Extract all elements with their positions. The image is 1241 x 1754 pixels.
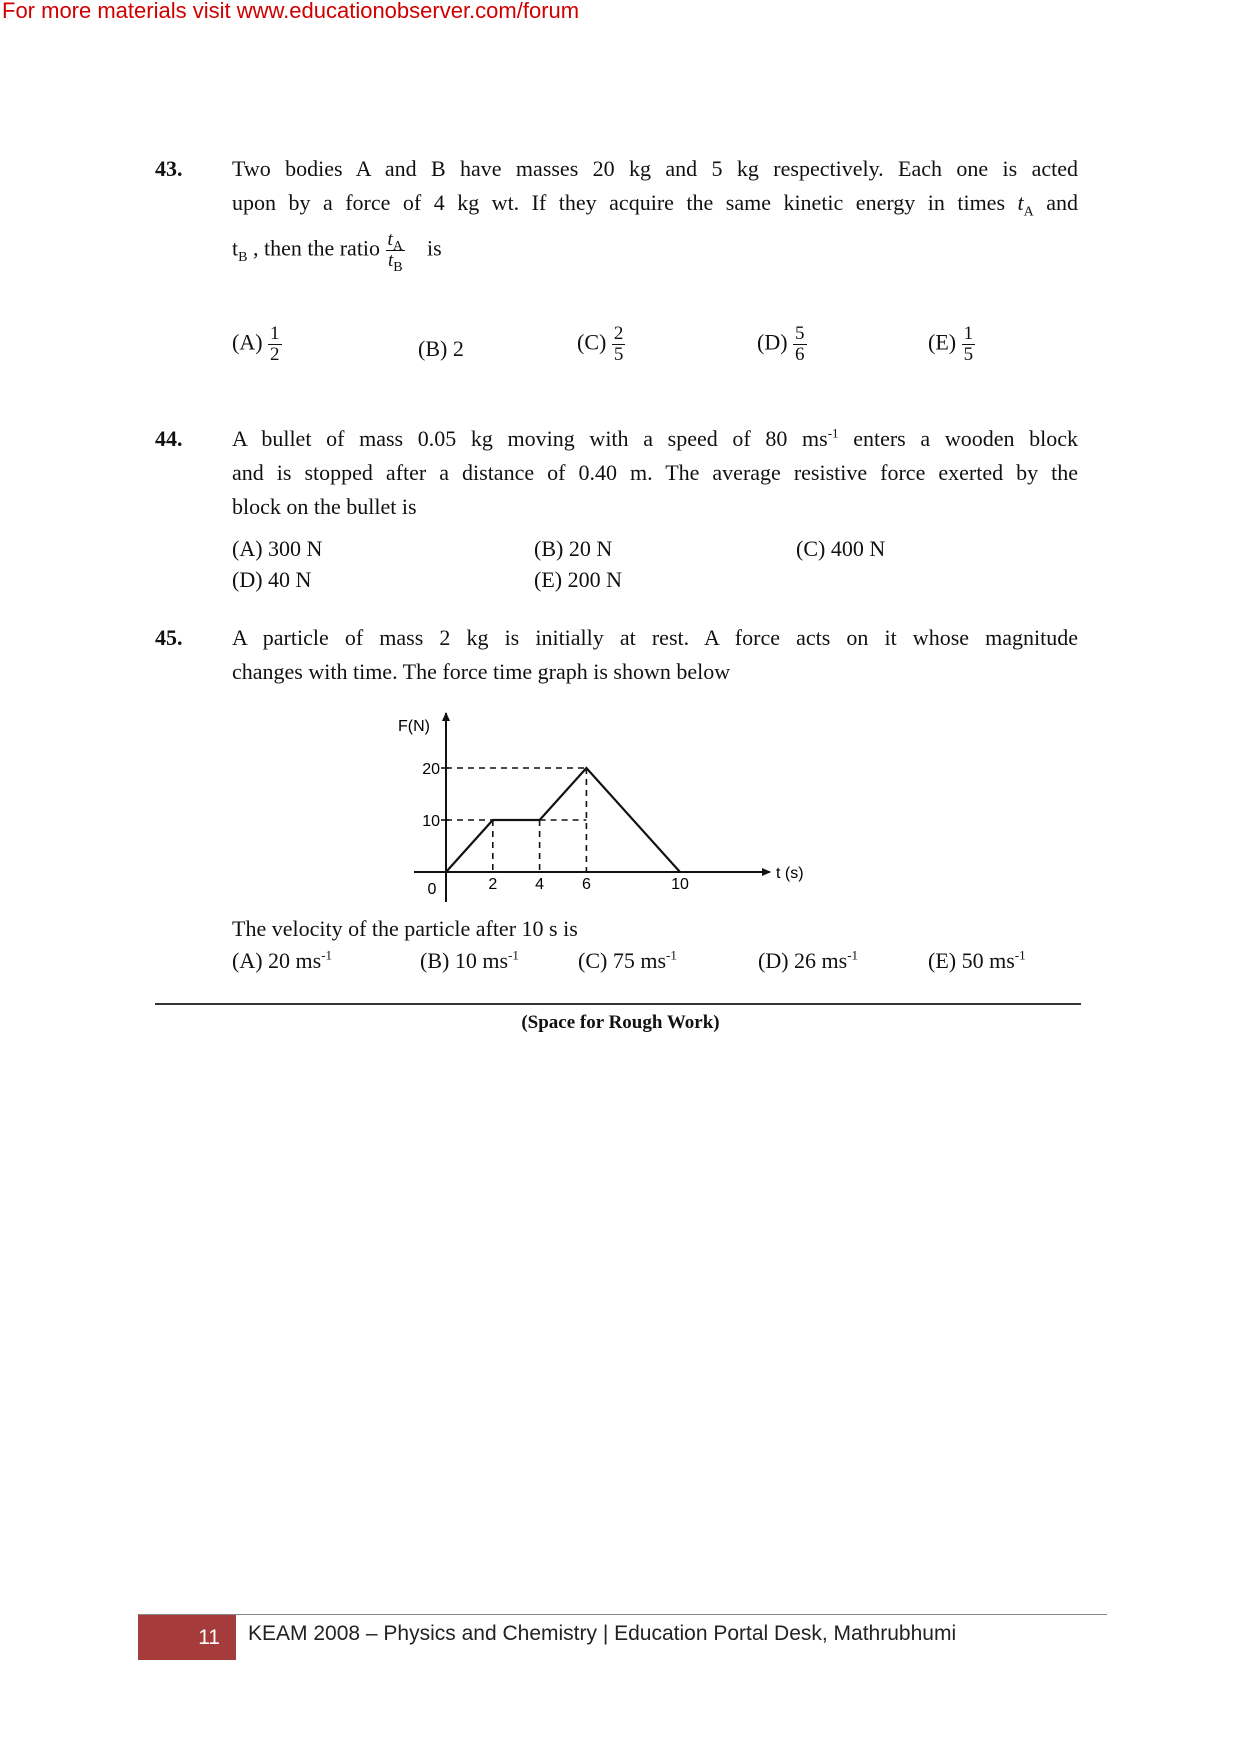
question-44-number: 44.	[155, 426, 183, 451]
q43-option-d[interactable]: (D) $\frac{5}{6}$	[757, 323, 805, 365]
x-tick-label-2: 2	[488, 876, 498, 893]
q43-option-c[interactable]: (C) $\frac{2}{5}$	[577, 323, 624, 365]
q43-line3: $t_B$ , then the ratio $\frac{t_A}{t_B}$ is	[232, 229, 442, 275]
q44-line2: and is stopped after a distance of 0.40 m. The average resistive force exerted by the	[232, 460, 1078, 485]
q44-option-b[interactable]: (B) 20 N	[534, 536, 613, 561]
y-axis-label: F(N)	[398, 718, 430, 735]
x-tick-label-10: 10	[671, 876, 689, 893]
x-tick-label-4: 4	[535, 876, 545, 893]
x-tick-label-0: 0	[427, 881, 437, 898]
q45-line2: changes with time. The force time graph is shown below	[232, 659, 731, 684]
q45-option-b[interactable]: (B) 10 $ms^{-1}$	[420, 947, 519, 973]
question-43-number: 43.	[155, 156, 183, 181]
q45-option-e[interactable]: (E) 50 $ms^{-1}$	[928, 947, 1026, 973]
q45-option-d[interactable]: (D) 26 $ms^{-1}$	[758, 947, 859, 973]
ratio-tA-tB: $\frac{t_A}{t_B}$	[387, 229, 403, 275]
q44-option-d[interactable]: (D) 40 N	[232, 567, 312, 592]
q45-option-a[interactable]: (A) 20 $ms^{-1}$	[232, 947, 333, 973]
y-tick-label-20: 20	[422, 761, 440, 778]
q45-question: The velocity of the particle after 10 s is	[232, 916, 578, 941]
q43-option-b[interactable]: (B) 2	[418, 336, 464, 361]
banner-link[interactable]: For more materials visit www.educationobserver.com/forum	[2, 0, 580, 23]
footer-rule	[138, 1614, 1107, 1615]
q43-option-e[interactable]: (E) $\frac{1}{5}$	[928, 323, 974, 365]
q45-option-c[interactable]: (C) 75 $ms^{-1}$	[578, 947, 677, 973]
x-axis-label: t (s)	[776, 865, 804, 882]
q43-line1: Two bodies A and B have masses 20 kg and 5 kg respectively. Each one is acted	[232, 156, 1078, 181]
force-time-graph	[380, 705, 820, 910]
y-tick-label-10: 10	[422, 813, 440, 830]
q44-option-c[interactable]: (C) 400 N	[796, 536, 886, 561]
rough-work-label: (Space for Rough Work)	[521, 1012, 720, 1033]
q44-option-e[interactable]: (E) 200 N	[534, 567, 622, 592]
section-divider	[155, 1003, 1081, 1005]
q43-line2: upon by a force of 4 kg wt. If they acquire the same kinetic energy in times $t_A$ and	[232, 190, 1079, 220]
q43-option-a[interactable]: (A) $\frac{1}{2}$	[232, 323, 280, 365]
q44-line1: A bullet of mass 0.05 kg moving with a speed of 80 $ms^{-1}$ enters a wooden block	[232, 425, 1079, 451]
q44-option-a[interactable]: (A) 300 N	[232, 536, 323, 561]
q44-line3: block on the bullet is	[232, 494, 417, 519]
footer-text: KEAM 2008 – Physics and Chemistry | Education Portal Desk, Mathrubhumi	[248, 1622, 957, 1645]
x-tick-label-6: 6	[581, 876, 591, 893]
question-45-number: 45.	[155, 625, 183, 650]
q45-line1: A particle of mass 2 kg is initially at rest. A force acts on it whose magnitude	[232, 625, 1078, 650]
page-number: 11	[138, 1615, 236, 1660]
